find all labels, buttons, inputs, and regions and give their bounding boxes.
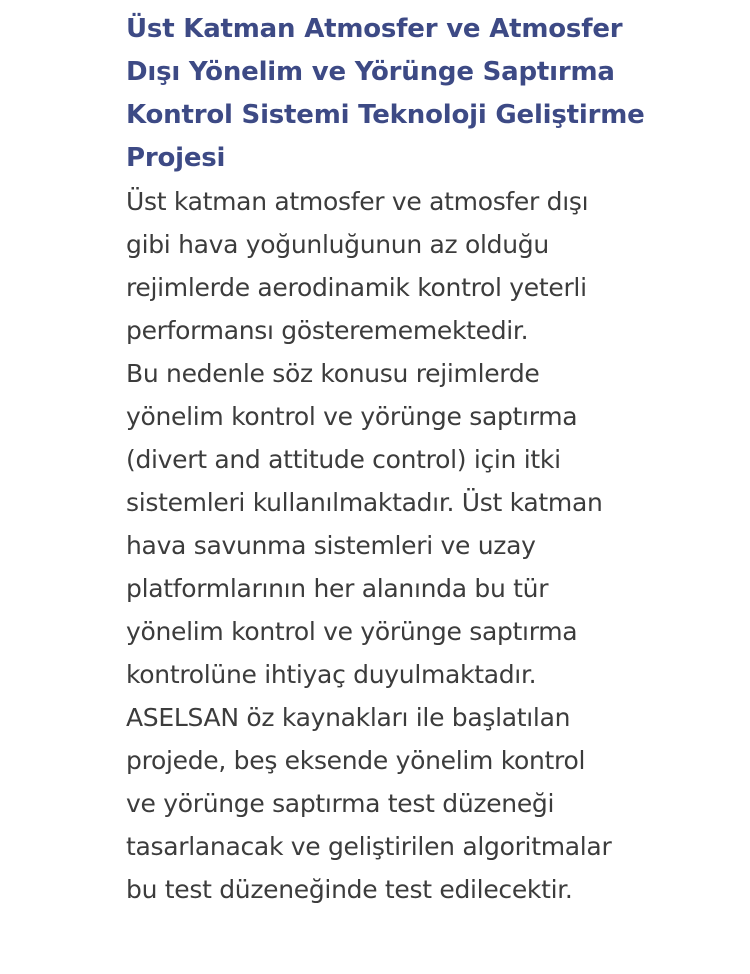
article-body: Üst katman atmosfer ve atmosfer dışı gibi hava yoğunluğunun az olduğu rejimlerde aerodinamik kontrol yeterli performansı gösterememektedir. Bu nedenle söz konusu rejimlerde yönelim kontrol ve yörünge saptırma (divert and attitude control) için itki sistemleri kullanılmaktadır. Üst katman hava savunma sistemleri ve uzay platformlarının her alanında bu tür yönelim kontrol ve yörünge saptırma kontrolüne ihtiyaç duyulmaktadır. ASELSAN öz kaynakları ile başlatılan projede, beş eksende yönelim kontrol ve yörünge saptırma test düzeneği tasarlanacak ve geliştirilen algoritmalar bu test düzeneğinde test edilecektir. [126, 187, 612, 904]
article-title: Üst Katman Atmosfer ve Atmosfer Dışı Yönelim ve Yörünge Saptırma Kontrol Sistemi Teknoloji Geliştirme Projesi [126, 14, 645, 173]
